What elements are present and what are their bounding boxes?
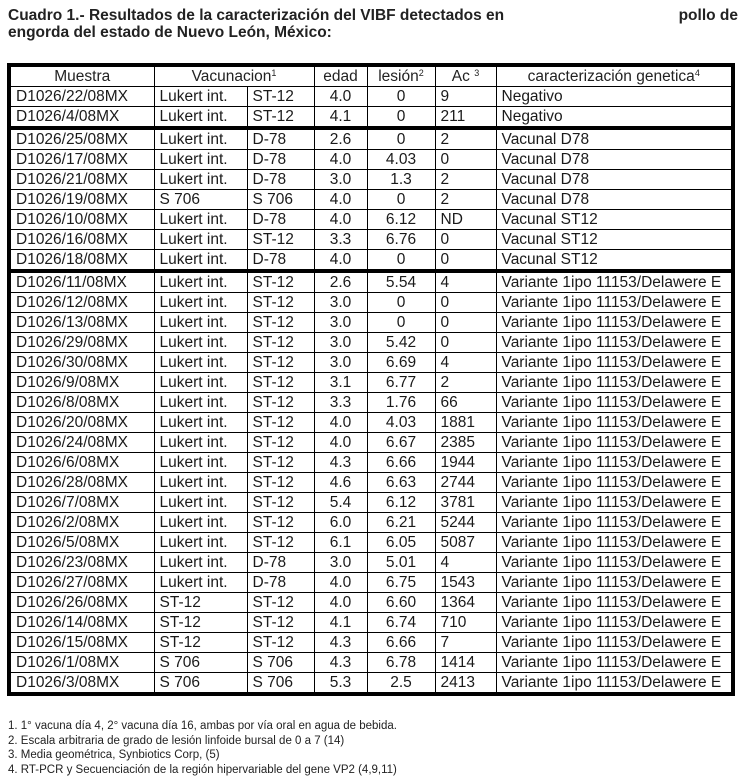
table-row <box>9 293 733 313</box>
table-row <box>9 593 733 613</box>
footnote-2: 2. Escala arbitraria de grado de lesión linfoide bursal de 0 a 7 (14) <box>8 734 345 747</box>
cell-lesion: 5.54 <box>367 271 435 293</box>
cell-vacuna-1: Lukert int. <box>154 533 247 553</box>
cell-vacuna-2: S 706 <box>247 673 314 695</box>
table-row <box>9 613 733 633</box>
cell-vacuna-2: ST-12 <box>247 433 314 453</box>
table-row <box>9 573 733 593</box>
footnote-1: 1. 1° vacuna día 4, 2° vacuna día 16, ambas por vía oral en agua de bebida. <box>8 720 397 732</box>
cell-caracterizacion: Vacunal D78 <box>496 190 733 210</box>
cell-lesion: 6.63 <box>367 473 435 493</box>
cell-muestra: D1026/30/08MX <box>9 353 154 373</box>
cell-vacuna-2: S 706 <box>247 653 314 673</box>
footnote-4: 4. RT-PCR y Secuenciación de la región hipervariable del gene VP2 (4,9,11) <box>8 763 397 776</box>
cell-caracterizacion: Vacunal ST12 <box>496 210 733 230</box>
cell-ac: 2 <box>435 373 496 393</box>
cell-ac: 1543 <box>435 573 496 593</box>
cell-muestra: D1026/18/08MX <box>9 250 154 272</box>
cell-vacuna-1: Lukert int. <box>154 210 247 230</box>
cell-edad: 6.0 <box>314 513 367 533</box>
cell-edad: 3.0 <box>314 313 367 333</box>
table-row <box>9 393 733 413</box>
cell-lesion: 5.42 <box>367 333 435 353</box>
cell-vacuna-2: ST-12 <box>247 393 314 413</box>
cell-muestra: D1026/4/08MX <box>9 107 154 129</box>
cell-caracterizacion: Variante 1ipo 11153/Delawere E <box>496 573 733 593</box>
cell-muestra: D1026/8/08MX <box>9 393 154 413</box>
cell-vacuna-1: S 706 <box>154 190 247 210</box>
cell-vacuna-1: Lukert int. <box>154 513 247 533</box>
cell-edad: 4.1 <box>314 107 367 129</box>
cell-muestra: D1026/6/08MX <box>9 453 154 473</box>
header-caracterizacion: caracterización genetica$^4$ <box>496 65 733 87</box>
cell-ac: 211 <box>435 107 496 129</box>
cell-ac: 1414 <box>435 653 496 673</box>
cell-edad: 4.1 <box>314 613 367 633</box>
table-row <box>9 333 733 353</box>
cell-lesion: 6.77 <box>367 373 435 393</box>
cell-edad: 3.0 <box>314 553 367 573</box>
cell-vacuna-1: Lukert int. <box>154 433 247 453</box>
cell-edad: 4.0 <box>314 413 367 433</box>
header-edad: edad <box>314 65 367 87</box>
caption-line-1-part-1: Cuadro 1.- Resultados de la caracterización del VIBF detectados en <box>8 7 505 24</box>
cell-caracterizacion: Variante 1ipo 11153/Delawere E <box>496 353 733 373</box>
cell-lesion: 6.66 <box>367 453 435 473</box>
cell-caracterizacion: Variante 1ipo 11153/Delawere E <box>496 613 733 633</box>
cell-vacuna-2: D-78 <box>247 250 314 272</box>
cell-caracterizacion: Variante 1ipo 11153/Delawere E <box>496 633 733 653</box>
cell-ac: 0 <box>435 293 496 313</box>
cell-lesion: 6.66 <box>367 633 435 653</box>
cell-muestra: D1026/3/08MX <box>9 673 154 695</box>
table-row <box>9 473 733 493</box>
cell-edad: 3.0 <box>314 333 367 353</box>
cell-ac: 66 <box>435 393 496 413</box>
table-body <box>9 87 733 695</box>
cell-ac: 2 <box>435 128 496 150</box>
cell-lesion: 0 <box>367 293 435 313</box>
cell-vacuna-2: ST-12 <box>247 293 314 313</box>
cell-vacuna-2: ST-12 <box>247 593 314 613</box>
cell-ac: 4 <box>435 353 496 373</box>
cell-caracterizacion: Variante 1ipo 11153/Delawere E <box>496 453 733 473</box>
table-row <box>9 190 733 210</box>
cell-vacuna-1: Lukert int. <box>154 250 247 272</box>
cell-ac: 0 <box>435 150 496 170</box>
cell-lesion: 6.60 <box>367 593 435 613</box>
cell-edad: 2.6 <box>314 128 367 150</box>
table-row <box>9 653 733 673</box>
table-row <box>9 413 733 433</box>
table-row <box>9 453 733 473</box>
cell-lesion: 6.78 <box>367 653 435 673</box>
cell-edad: 4.0 <box>314 150 367 170</box>
header-vacunacion: Vacunacion$^1$ <box>154 65 314 87</box>
cell-ac: 3781 <box>435 493 496 513</box>
cell-muestra: D1026/13/08MX <box>9 313 154 333</box>
cell-vacuna-2: ST-12 <box>247 633 314 653</box>
table-row <box>9 353 733 373</box>
table-row <box>9 633 733 653</box>
cell-caracterizacion: Variante 1ipo 11153/Delawere E <box>496 493 733 513</box>
cell-edad: 3.0 <box>314 353 367 373</box>
cell-ac: 1881 <box>435 413 496 433</box>
footnotes <box>8 719 397 777</box>
cell-vacuna-1: Lukert int. <box>154 373 247 393</box>
cell-ac: 1364 <box>435 593 496 613</box>
cell-caracterizacion: Variante 1ipo 11153/Delawere E <box>496 313 733 333</box>
cell-muestra: D1026/27/08MX <box>9 573 154 593</box>
cell-edad: 4.3 <box>314 653 367 673</box>
table-row <box>9 513 733 533</box>
cell-ac: 0 <box>435 250 496 272</box>
cell-edad: 4.0 <box>314 190 367 210</box>
cell-edad: 4.0 <box>314 250 367 272</box>
cell-vacuna-1: Lukert int. <box>154 413 247 433</box>
cell-lesion: 5.01 <box>367 553 435 573</box>
cell-vacuna-2: D-78 <box>247 210 314 230</box>
cell-ac: 2744 <box>435 473 496 493</box>
cell-edad: 4.0 <box>314 87 367 107</box>
cell-caracterizacion: Vacunal D78 <box>496 128 733 150</box>
table-row <box>9 128 733 150</box>
table-row <box>9 250 733 272</box>
cell-vacuna-2: ST-12 <box>247 413 314 433</box>
cell-vacuna-2: ST-12 <box>247 513 314 533</box>
cell-vacuna-1: Lukert int. <box>154 453 247 473</box>
cell-muestra: D1026/25/08MX <box>9 128 154 150</box>
cell-vacuna-1: Lukert int. <box>154 353 247 373</box>
cell-lesion: 0 <box>367 313 435 333</box>
cell-vacuna-2: ST-12 <box>247 453 314 473</box>
cell-caracterizacion: Variante 1ipo 11153/Delawere E <box>496 293 733 313</box>
cell-vacuna-1: ST-12 <box>154 633 247 653</box>
cell-ac: 7 <box>435 633 496 653</box>
cell-edad: 4.0 <box>314 433 367 453</box>
cell-lesion: 6.75 <box>367 573 435 593</box>
cell-ac: 2 <box>435 190 496 210</box>
cell-lesion: 0 <box>367 87 435 107</box>
cell-muestra: D1026/17/08MX <box>9 150 154 170</box>
cell-ac: 5087 <box>435 533 496 553</box>
cell-vacuna-2: ST-12 <box>247 473 314 493</box>
cell-vacuna-1: Lukert int. <box>154 170 247 190</box>
cell-vacuna-2: D-78 <box>247 150 314 170</box>
cell-edad: 4.0 <box>314 210 367 230</box>
cell-vacuna-2: ST-12 <box>247 313 314 333</box>
cell-lesion: 2.5 <box>367 673 435 695</box>
cell-vacuna-1: Lukert int. <box>154 128 247 150</box>
cell-edad: 3.0 <box>314 170 367 190</box>
cell-lesion: 6.74 <box>367 613 435 633</box>
cell-edad: 6.1 <box>314 533 367 553</box>
cell-ac: 710 <box>435 613 496 633</box>
cell-lesion: 6.67 <box>367 433 435 453</box>
cell-lesion: 0 <box>367 107 435 129</box>
cell-caracterizacion: Variante 1ipo 11153/Delawere E <box>496 393 733 413</box>
cell-lesion: 0 <box>367 128 435 150</box>
table-caption <box>8 7 738 41</box>
cell-ac: ND <box>435 210 496 230</box>
cell-lesion: 6.69 <box>367 353 435 373</box>
cell-caracterizacion: Vacunal D78 <box>496 150 733 170</box>
table-row <box>9 373 733 393</box>
cell-edad: 4.0 <box>314 573 367 593</box>
table-row <box>9 493 733 513</box>
footnote-3: 3. Media geométrica, Synbiotics Corp, (5) <box>8 749 220 761</box>
cell-vacuna-1: S 706 <box>154 673 247 695</box>
cell-lesion: 6.76 <box>367 230 435 250</box>
cell-muestra: D1026/21/08MX <box>9 170 154 190</box>
cell-vacuna-1: Lukert int. <box>154 493 247 513</box>
cell-vacuna-2: ST-12 <box>247 613 314 633</box>
table-row <box>9 107 733 129</box>
cell-vacuna-1: Lukert int. <box>154 230 247 250</box>
header-lesion: lesión$^2$ <box>367 65 435 87</box>
cell-caracterizacion: Variante 1ipo 11153/Delawere E <box>496 553 733 573</box>
cell-vacuna-1: Lukert int. <box>154 87 247 107</box>
cell-muestra: D1026/7/08MX <box>9 493 154 513</box>
cell-vacuna-1: Lukert int. <box>154 553 247 573</box>
cell-vacuna-2: D-78 <box>247 170 314 190</box>
cell-lesion: 4.03 <box>367 413 435 433</box>
cell-vacuna-1: Lukert int. <box>154 333 247 353</box>
cell-muestra: D1026/15/08MX <box>9 633 154 653</box>
cell-ac: 0 <box>435 313 496 333</box>
cell-caracterizacion: Variante 1ipo 11153/Delawere E <box>496 653 733 673</box>
cell-vacuna-2: D-78 <box>247 128 314 150</box>
cell-ac: 9 <box>435 87 496 107</box>
cell-muestra: D1026/12/08MX <box>9 293 154 313</box>
cell-muestra: D1026/16/08MX <box>9 230 154 250</box>
cell-vacuna-2: ST-12 <box>247 533 314 553</box>
cell-lesion: 6.21 <box>367 513 435 533</box>
header-muestra: Muestra <box>9 65 154 87</box>
table-row <box>9 673 733 695</box>
cell-muestra: D1026/1/08MX <box>9 653 154 673</box>
cell-caracterizacion: Variante 1ipo 11153/Delawere E <box>496 593 733 613</box>
cell-vacuna-1: Lukert int. <box>154 107 247 129</box>
cell-vacuna-2: D-78 <box>247 553 314 573</box>
caption-line-1-part-2: pollo de <box>678 7 738 24</box>
cell-edad: 4.0 <box>314 593 367 613</box>
cell-ac: 2385 <box>435 433 496 453</box>
cell-muestra: D1026/19/08MX <box>9 190 154 210</box>
cell-caracterizacion: Variante 1ipo 11153/Delawere E <box>496 271 733 293</box>
cell-vacuna-1: Lukert int. <box>154 393 247 413</box>
cell-ac: 0 <box>435 230 496 250</box>
cell-caracterizacion: Variante 1ipo 11153/Delawere E <box>496 673 733 695</box>
cell-muestra: D1026/2/08MX <box>9 513 154 533</box>
cell-muestra: D1026/26/08MX <box>9 593 154 613</box>
cell-edad: 2.6 <box>314 271 367 293</box>
cell-vacuna-2: D-78 <box>247 573 314 593</box>
cell-caracterizacion: Variante 1ipo 11153/Delawere E <box>496 333 733 353</box>
cell-muestra: D1026/23/08MX <box>9 553 154 573</box>
table-row <box>9 533 733 553</box>
cell-caracterizacion: Negativo <box>496 87 733 107</box>
cell-muestra: D1026/20/08MX <box>9 413 154 433</box>
cell-ac: 2413 <box>435 673 496 695</box>
cell-vacuna-1: Lukert int. <box>154 473 247 493</box>
cell-caracterizacion: Variante 1ipo 11153/Delawere E <box>496 533 733 553</box>
cell-vacuna-2: ST-12 <box>247 353 314 373</box>
cell-lesion: 0 <box>367 250 435 272</box>
cell-lesion: 4.03 <box>367 150 435 170</box>
cell-vacuna-1: Lukert int. <box>154 573 247 593</box>
cell-edad: 4.6 <box>314 473 367 493</box>
cell-vacuna-2: ST-12 <box>247 107 314 129</box>
caption-line-2: engorda del estado de Nuevo León, México: <box>8 24 332 41</box>
cell-edad: 5.3 <box>314 673 367 695</box>
header-ac: Ac $^3$ <box>435 65 496 87</box>
cell-edad: 3.3 <box>314 230 367 250</box>
cell-vacuna-1: Lukert int. <box>154 293 247 313</box>
cell-vacuna-2: S 706 <box>247 190 314 210</box>
cell-muestra: D1026/28/08MX <box>9 473 154 493</box>
cell-caracterizacion: Variante 1ipo 11153/Delawere E <box>496 433 733 453</box>
cell-muestra: D1026/11/08MX <box>9 271 154 293</box>
cell-vacuna-1: Lukert int. <box>154 150 247 170</box>
cell-caracterizacion: Negativo <box>496 107 733 129</box>
table-row <box>9 230 733 250</box>
cell-vacuna-1: ST-12 <box>154 593 247 613</box>
cell-vacuna-1: Lukert int. <box>154 313 247 333</box>
cell-caracterizacion: Variante 1ipo 11153/Delawere E <box>496 513 733 533</box>
cell-vacuna-2: ST-12 <box>247 271 314 293</box>
table-row <box>9 553 733 573</box>
table-row <box>9 313 733 333</box>
cell-vacuna-2: ST-12 <box>247 87 314 107</box>
cell-caracterizacion: Vacunal ST12 <box>496 230 733 250</box>
cell-vacuna-2: ST-12 <box>247 230 314 250</box>
cell-vacuna-2: ST-12 <box>247 333 314 353</box>
cell-ac: 0 <box>435 333 496 353</box>
cell-caracterizacion: Variante 1ipo 11153/Delawere E <box>496 413 733 433</box>
table-row <box>9 433 733 453</box>
cell-caracterizacion: Vacunal ST12 <box>496 250 733 272</box>
cell-edad: 4.3 <box>314 633 367 653</box>
cell-vacuna-1: ST-12 <box>154 613 247 633</box>
cell-muestra: D1026/10/08MX <box>9 210 154 230</box>
cell-caracterizacion: Vacunal D78 <box>496 170 733 190</box>
cell-ac: 5244 <box>435 513 496 533</box>
cell-edad: 5.4 <box>314 493 367 513</box>
cell-lesion: 6.05 <box>367 533 435 553</box>
cell-lesion: 0 <box>367 190 435 210</box>
cell-lesion: 6.12 <box>367 493 435 513</box>
cell-vacuna-2: ST-12 <box>247 493 314 513</box>
cell-muestra: D1026/5/08MX <box>9 533 154 553</box>
cell-ac: 1944 <box>435 453 496 473</box>
cell-lesion: 1.76 <box>367 393 435 413</box>
cell-lesion: 1.3 <box>367 170 435 190</box>
cell-ac: 2 <box>435 170 496 190</box>
cell-edad: 4.3 <box>314 453 367 473</box>
cell-edad: 3.3 <box>314 393 367 413</box>
cell-muestra: D1026/24/08MX <box>9 433 154 453</box>
cell-edad: 3.1 <box>314 373 367 393</box>
cell-lesion: 6.12 <box>367 210 435 230</box>
table-row <box>9 150 733 170</box>
table-row <box>9 87 733 107</box>
header-row <box>9 65 733 87</box>
cell-ac: 4 <box>435 553 496 573</box>
results-table <box>7 63 735 696</box>
table-row <box>9 170 733 190</box>
cell-edad: 3.0 <box>314 293 367 313</box>
cell-vacuna-1: Lukert int. <box>154 271 247 293</box>
cell-muestra: D1026/14/08MX <box>9 613 154 633</box>
table-row <box>9 271 733 293</box>
cell-caracterizacion: Variante 1ipo 11153/Delawere E <box>496 473 733 493</box>
cell-ac: 4 <box>435 271 496 293</box>
cell-muestra: D1026/22/08MX <box>9 87 154 107</box>
cell-muestra: D1026/9/08MX <box>9 373 154 393</box>
cell-muestra: D1026/29/08MX <box>9 333 154 353</box>
cell-vacuna-1: S 706 <box>154 653 247 673</box>
cell-caracterizacion: Variante 1ipo 11153/Delawere E <box>496 373 733 393</box>
cell-vacuna-2: ST-12 <box>247 373 314 393</box>
caption-line-1 <box>8 7 738 24</box>
table-row <box>9 210 733 230</box>
